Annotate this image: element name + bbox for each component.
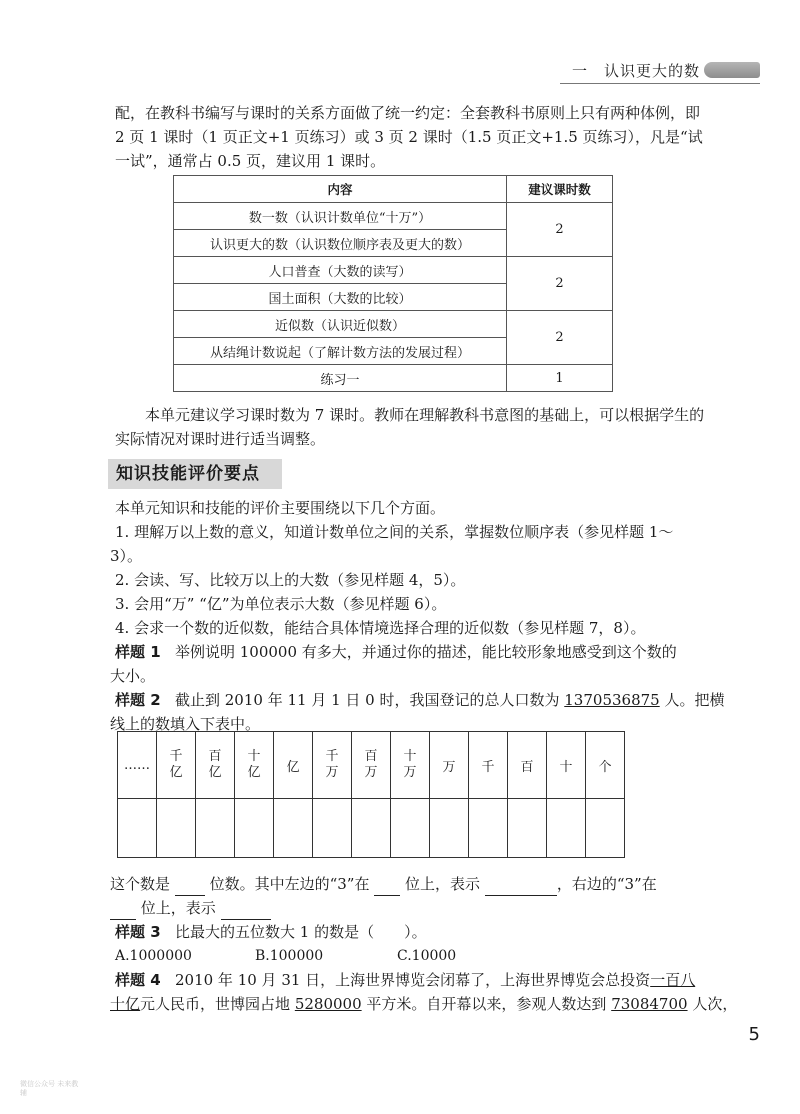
sample-4-text-c: 平方米。自开幕以来，参观人数达到 [366,995,607,1013]
place-cell [586,732,625,799]
place-cell [430,732,469,799]
schedule-content: 从结绳计数说起（了解计数方法的发展过程） [174,338,507,365]
schedule-header-content: 内容 [174,176,507,203]
fill-line-1 [110,872,710,896]
intro-paragraph: 配，在教科书编写与课时的关系方面做了统一约定：全套教科书原则上只有两种体例，即 2 页 1 课时（1 页正文+1 页练习）或 3 页 2 课时（1.5 页正文+1.5 页练习），凡是“试一试”，通常占 0.5 页，建议用 1 课时。 [115,104,703,170]
visitors-number: 73084700 [611,995,688,1013]
place-cell [196,732,235,799]
place-label: 万 [442,759,456,775]
option-a[interactable]: A.1000000 [115,948,192,964]
schedule-table [173,175,613,392]
answer-cell[interactable] [235,799,274,858]
blank-digits[interactable] [175,879,205,896]
place-cell [274,732,313,799]
point-1: 1. 理解万以上数的意义，知道计数单位之间的关系，掌握数位顺序表（参见样题 1～ [115,523,674,541]
header-tab-decoration [704,62,760,78]
answer-cell[interactable] [586,799,625,858]
header-title: 一 认识更大的数 [571,62,700,80]
schedule-content: 认识更大的数（认识数位顺序表及更大的数） [174,230,507,257]
sample-1-cont: 大小。 [110,667,156,685]
place-label: …… [124,757,150,773]
sample-1 [115,640,715,664]
table-row [174,365,613,392]
schedule-content: 国土面积（大数的比较） [174,284,507,311]
fill-text: 这个数是 [110,875,171,893]
sample-3-text: 比最大的五位数大 1 的数是（ ）。 [174,923,427,941]
place-label: 千 [481,759,495,775]
place-value-answer-row [118,799,625,858]
schedule-hours: 2 [507,257,613,311]
place-cell [469,732,508,799]
place-label: 十万 [403,749,417,780]
section-title: 知识技能评价要点 [108,459,282,489]
place-label: 千万 [325,749,339,780]
sample-3-options [115,944,715,968]
answer-cell[interactable] [469,799,508,858]
sample-2-cont: 线上的数填入下表中。 [110,715,261,733]
place-label: 千亿 [169,749,183,780]
answer-cell[interactable] [352,799,391,858]
table-row [174,257,613,284]
sample-2-text-b: 人。把横 [664,691,725,709]
place-cell [157,732,196,799]
place-cell [547,732,586,799]
header-rule [560,83,760,84]
eval-intro: 本单元知识和技能的评价主要围绕以下几个方面。 [115,499,446,517]
fill-text: ，右边的“3”在 [556,875,657,893]
schedule-hours: 1 [507,365,613,392]
place-cell [235,732,274,799]
investment-amount: 一百八 [650,971,696,989]
watermark: 微信公众号 未来教辅 [20,1080,79,1097]
sample-1-label: 样题 1 [115,643,161,661]
area-number: 5280000 [294,995,362,1013]
population-number: 1370536875 [564,691,660,709]
fill-text: 位上，表示 [140,899,216,917]
schedule-content: 人口普查（大数的读写） [174,257,507,284]
fill-line-2 [110,896,710,920]
blank-left-3-place[interactable] [374,879,400,896]
fill-text: 位数。其中左边的“3”在 [209,875,370,893]
sample-4 [115,968,715,992]
place-label: 个 [598,759,612,775]
place-label: 百 [520,759,534,775]
answer-cell[interactable] [157,799,196,858]
schedule-header-hours: 建议课时数 [507,176,613,203]
point-3: 3. 会用“万” “亿”为单位表示大数（参见样题 6）。 [115,595,447,613]
table-row [174,311,613,338]
sample-3-label: 样题 3 [115,923,161,941]
place-cell [313,732,352,799]
point-2: 2. 会读、写、比较万以上的大数（参见样题 4，5）。 [115,571,466,589]
schedule-content: 近似数（认识近似数） [174,311,507,338]
answer-cell[interactable] [313,799,352,858]
answer-cell[interactable] [508,799,547,858]
investment-amount-cont: 十亿 [110,995,141,1013]
place-cell [352,732,391,799]
place-value-table [117,731,625,858]
sample-3 [115,920,715,944]
sample-4-label: 样题 4 [115,971,161,989]
answer-cell[interactable] [547,799,586,858]
blank-right-3-place[interactable] [110,903,136,920]
blank-left-3-meaning[interactable] [485,879,557,896]
answer-cell[interactable] [274,799,313,858]
schedule-content: 数一数（认识计数单位“十万”） [174,203,507,230]
fill-text: 位上，表示 [405,875,481,893]
place-cell [391,732,430,799]
page-header [560,60,760,84]
place-label: 十 [559,759,573,775]
sample-4-text-d: 人次， [692,995,738,1013]
schedule-header-row [174,176,613,203]
schedule-content: 练习一 [174,365,507,392]
place-label: 百亿 [208,749,222,780]
place-label: 亿 [286,759,300,775]
sample-4-cont [110,992,738,1016]
option-b[interactable]: B.100000 [255,948,324,964]
table-row [174,203,613,230]
schedule-hours: 2 [507,311,613,365]
sample-4-text-b: 元人民币，世博园占地 [140,995,291,1013]
sample-4-text: 2010 年 10 月 31 日，上海世界博览会闭幕了，上海世界博览会总投资 [174,971,651,989]
place-label: 百万 [364,749,378,780]
summary-paragraph: 本单元建议学习课时数为 7 课时。教师在理解教科书意图的基础上，可以根据学生的实际情况对课时进行适当调整。 [115,406,705,448]
blank-right-3-meaning[interactable] [221,903,271,920]
page-number: 5 [748,1024,760,1045]
answer-cell[interactable] [118,799,157,858]
place-cell [118,732,157,799]
sample-2 [115,688,725,712]
place-value-header-row [118,732,625,799]
answer-cell[interactable] [391,799,430,858]
answer-cell[interactable] [430,799,469,858]
schedule-hours: 2 [507,203,613,257]
place-cell [508,732,547,799]
place-label: 十亿 [247,749,261,780]
sample-1-text: 举例说明 100000 有多大，并通过你的描述，能比较形象地感受到这个数的 [174,643,677,661]
sample-2-text: 截止到 2010 年 11 月 1 日 0 时，我国登记的总人口数为 [174,691,560,709]
answer-cell[interactable] [196,799,235,858]
option-c[interactable]: C.10000 [397,948,457,964]
point-1-cont: 3）。 [110,547,143,565]
sample-2-label: 样题 2 [115,691,161,709]
point-4: 4. 会求一个数的近似数，能结合具体情境选择合理的近似数（参见样题 7，8）。 [115,619,646,637]
